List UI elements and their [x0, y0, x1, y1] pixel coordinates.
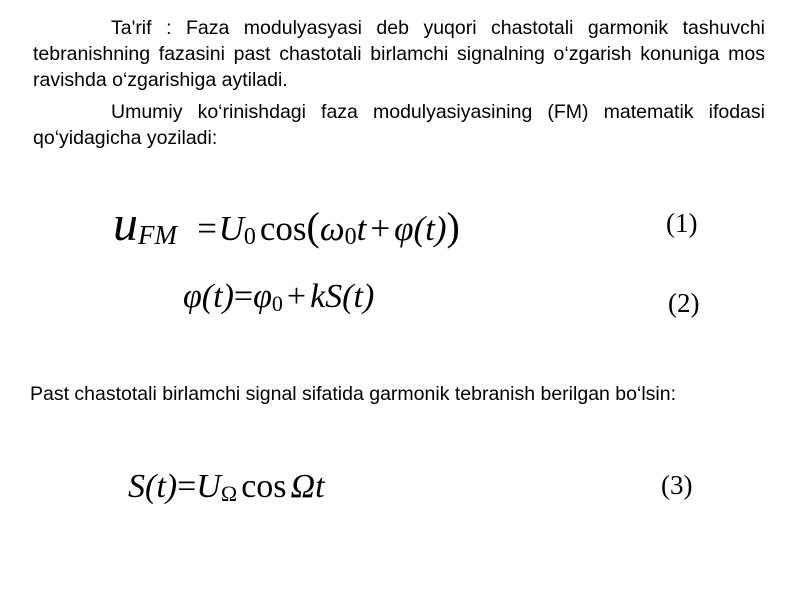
definition-text: : Faza modulyasyasi deb yuqori chastotali garmonik tashuvchi tebranishning fazasini past chastotali birlamchi signalning o‘zgarish konuniga mos ravishda o‘zgarishiga aytiladi. [33, 17, 765, 91]
definition-lead: Ta'rif [111, 17, 152, 39]
formula-3 [128, 468, 325, 507]
general-form-text: Umumiy ko‘rinishdagi faza modulyasiyasining (FM) matematik ifodasi qo‘yidagicha yoziladi: [33, 101, 765, 149]
formula-2-term: kS(t) [310, 278, 375, 315]
formula-1-arg: (t) [413, 209, 447, 248]
formula-1-number: (1) [666, 208, 698, 238]
general-form-paragraph [33, 99, 765, 151]
formula-1-rhs-prefix-sub: 0 [243, 224, 256, 251]
formula-2-phi-sub: 0 [271, 291, 283, 317]
formula-1-cos: cos [259, 209, 307, 248]
formula-1-omega-sub: 0 [344, 224, 357, 251]
formula-1-lhs-sub: FM [138, 220, 177, 251]
formula-2-number: (2) [668, 288, 700, 318]
definition-paragraph [33, 15, 765, 93]
formula-2-lhs: φ(t) [183, 278, 234, 315]
formula-1-phi: φ [394, 209, 414, 248]
formula-3-U-sub: Ω [220, 481, 238, 507]
formula-1-lhs: u [113, 195, 138, 251]
formula-2-phi: φ [253, 278, 272, 315]
formula-2 [183, 278, 374, 317]
formula-1-close-paren: ) [446, 204, 460, 249]
formula-3-arg: Ωt [290, 468, 325, 505]
formula-1-open-paren: ( [306, 204, 320, 249]
formula-1-omega: ω [319, 209, 345, 248]
formula-1-rhs-prefix: =U [194, 209, 244, 248]
signal-statement: Past chastotali birlamchi signal sifatida garmonik tebranish berilgan bo‘lsin: [30, 383, 676, 405]
formula-3-lhs: S(t) [128, 468, 178, 505]
formula-3-eq: = [177, 468, 197, 505]
formula-1-t: t [356, 209, 367, 248]
formula-3-cos: cos [241, 468, 287, 505]
formula-3-number: (3) [661, 470, 693, 500]
formula-2-plus: + [286, 278, 307, 315]
formula-3-U: U [196, 468, 221, 505]
formula-1-plus: + [370, 209, 391, 248]
formula-1 [113, 194, 460, 252]
formula-2-eq: = [233, 278, 254, 315]
